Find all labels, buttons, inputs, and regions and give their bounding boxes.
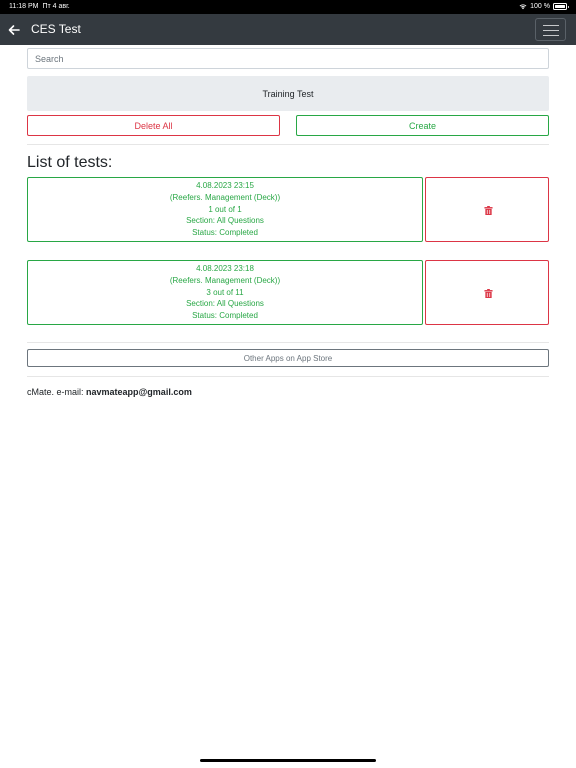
contact-email[interactable]: navmateapp@gmail.com	[86, 387, 192, 397]
test-status: Status: Completed	[192, 228, 258, 238]
battery-level: 100 %	[530, 3, 550, 10]
divider	[27, 144, 549, 145]
test-section: Section: All Questions	[186, 216, 264, 226]
wifi-icon	[519, 3, 527, 10]
delete-all-button[interactable]: Delete All	[27, 115, 280, 136]
status-time: 11:18 PM	[9, 3, 39, 10]
search-input[interactable]	[27, 48, 549, 69]
test-item[interactable]	[27, 177, 423, 242]
back-arrow-icon[interactable]	[6, 22, 22, 38]
status-date: Пт 4 авг.	[42, 3, 70, 10]
other-apps-button[interactable]: Other Apps on App Store	[27, 349, 549, 367]
test-name: (Reefers. Management (Deck))	[169, 192, 281, 202]
create-button[interactable]: Create	[296, 115, 549, 136]
status-bar	[0, 0, 576, 14]
test-status: Status: Completed	[192, 311, 258, 321]
trash-icon	[484, 289, 493, 298]
delete-test-button[interactable]	[425, 260, 549, 325]
test-score: 1 out of 1	[208, 204, 242, 214]
test-name: (Reefers. Management (Deck))	[169, 275, 281, 285]
test-date: 4.08.2023 23:18	[196, 264, 254, 273]
menu-toggle-button[interactable]	[535, 18, 566, 41]
home-indicator	[200, 759, 376, 762]
trash-icon	[484, 206, 493, 215]
navbar	[0, 14, 576, 45]
footer	[27, 387, 192, 397]
delete-test-button[interactable]	[425, 177, 549, 242]
training-test-button[interactable]: Training Test	[27, 76, 549, 111]
battery-icon	[553, 3, 567, 10]
divider	[27, 342, 549, 343]
test-score: 3 out of 11	[206, 287, 244, 297]
divider	[27, 376, 549, 377]
test-item[interactable]	[27, 260, 423, 325]
test-section: Section: All Questions	[186, 299, 264, 309]
footer-text: cMate. e-mail:	[27, 387, 87, 397]
test-date: 4.08.2023 23:15	[196, 181, 254, 190]
page-title: CES Test	[31, 22, 81, 36]
list-title: List of tests:	[27, 154, 113, 171]
